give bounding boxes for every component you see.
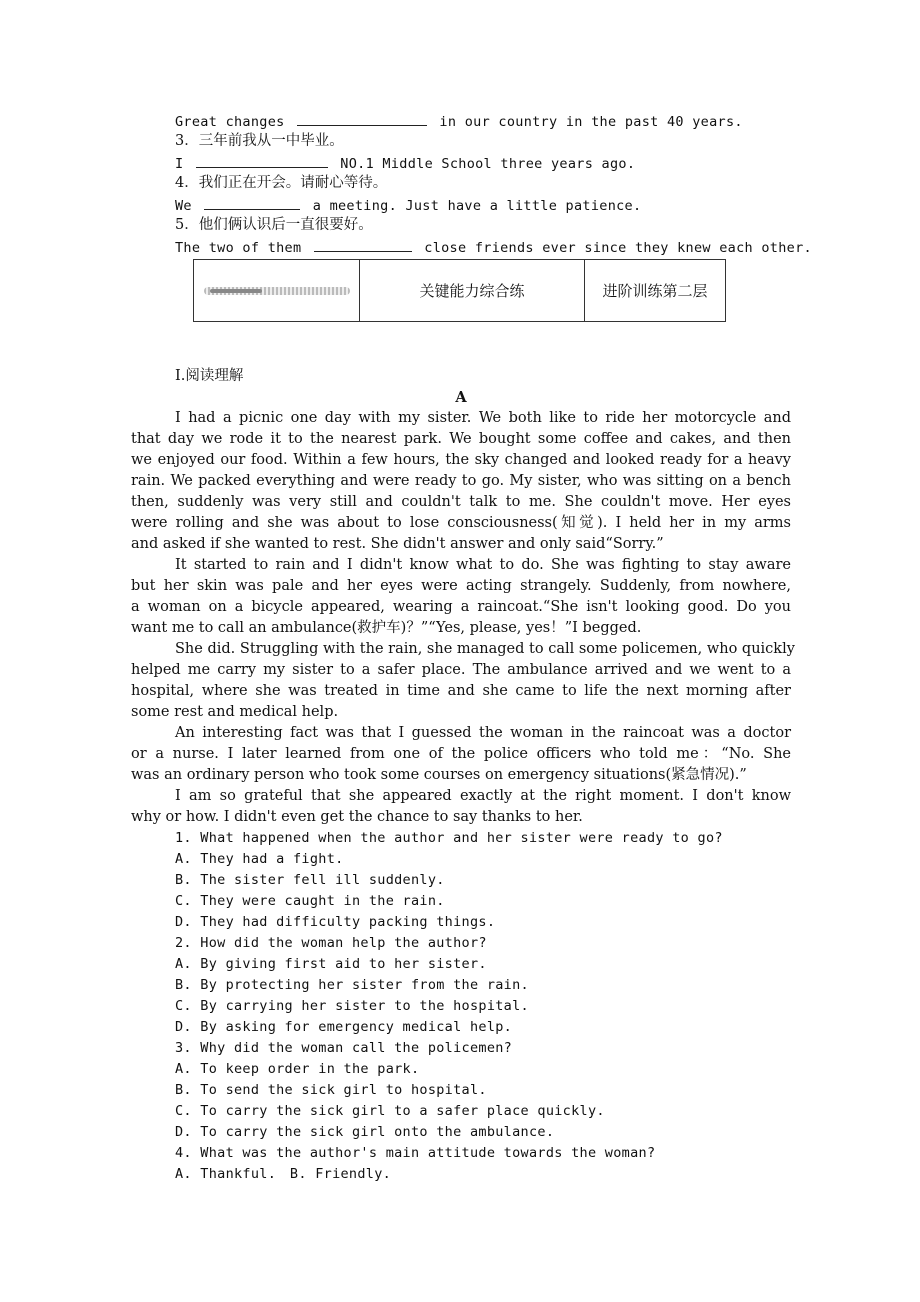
- banner-right: 进阶训练第二层: [602, 282, 708, 300]
- section-banner: [193, 259, 726, 322]
- answer-option[interactable]: A. Thankful. B. Friendly.: [175, 1166, 392, 1182]
- answer-option[interactable]: D. To carry the sick girl onto the ambulance.: [175, 1124, 555, 1140]
- question-stem: 3. Why did the woman call the policemen?: [175, 1040, 513, 1056]
- banner-decoration: [194, 260, 360, 321]
- question-stem: 2. How did the woman help the author?: [175, 935, 487, 951]
- answer-option[interactable]: C. To carry the sick girl to a safer place quickly.: [175, 1103, 605, 1119]
- answer-option[interactable]: A. To keep order in the park.: [175, 1061, 420, 1077]
- question-stem: 1. What happened when the author and her sister were ready to go?: [175, 830, 723, 846]
- fill-sentence-5: The two of them close friends ever since they knew each other.: [175, 236, 791, 257]
- passage-paragraph-3: She did. Struggling with the rain, she managed to call some policemen, who quickly helped me carry my sister to a safer place. The ambulance arrived and we went to a hospital, where she was treated in time and she came to life the next morning after some rest and medical help.: [131, 641, 795, 720]
- fill-sentence-4: We a meeting. Just have a little patience.: [175, 194, 791, 215]
- fill-sentence-2: Great changes in our country in the past 40 years.: [175, 110, 791, 131]
- banner-middle: 关键能力综合练: [360, 260, 585, 321]
- answer-option[interactable]: B. By protecting her sister from the rain.: [175, 977, 529, 993]
- passage-paragraph-5: I am so grateful that she appeared exactly at the right moment. I don't know why or how. I didn't even get the chance to say thanks to her.: [131, 788, 791, 825]
- progress-stripe-icon: [204, 287, 350, 295]
- reading-section: [131, 366, 795, 1185]
- answer-option[interactable]: B. To send the sick girl to hospital.: [175, 1082, 487, 1098]
- passage-label: A: [455, 389, 467, 406]
- passage-paragraph-4: An interesting fact was that I guessed the woman in the raincoat was a doctor or a nurse. I later learned from one of the police officers who told me：“No. She was an ordinary person who took some courses on emergency situations(紧急情况).”: [131, 725, 791, 783]
- answer-option[interactable]: A. By giving first aid to her sister.: [175, 956, 487, 972]
- question-list: [131, 828, 791, 1185]
- answer-option[interactable]: C. They were caught in the rain.: [175, 893, 445, 909]
- answer-option[interactable]: D. By asking for emergency medical help.: [175, 1019, 513, 1035]
- answer-option[interactable]: A. They had a fight.: [175, 851, 344, 867]
- answer-option[interactable]: B. The sister fell ill suddenly.: [175, 872, 445, 888]
- answer-blank[interactable]: [314, 236, 412, 252]
- answer-option[interactable]: D. They had difficulty packing things.: [175, 914, 496, 930]
- prompt-5: 5．他们俩认识后一直很要好。: [175, 217, 373, 233]
- answer-blank[interactable]: [204, 194, 300, 210]
- passage-paragraph-2: It started to rain and I didn't know what to do. She was fighting to stay aware but her skin was pale and her eyes were acting strangely. Suddenly, from nowhere, a woman on a bicycle appeared, wearing a raincoat.“She isn't looking good. Do you want me to call an ambulance(救护车)？”“Yes, please, yes！”I begged.: [131, 557, 791, 636]
- prompt-3: 3．三年前我从一中毕业。: [175, 133, 344, 149]
- answer-blank[interactable]: [196, 152, 328, 168]
- answer-option[interactable]: C. By carrying her sister to the hospital.: [175, 998, 529, 1014]
- fill-sentence-3: I NO.1 Middle School three years ago.: [175, 152, 791, 173]
- answer-blank[interactable]: [297, 110, 427, 126]
- passage-paragraph-1: I had a picnic one day with my sister. We both like to ride her motorcycle and that day we rode it to the nearest park. We bought some coffee and cakes, and then we enjoyed our food. Within a few hours, the sky changed and looked ready for a heavy rain. We packed everything and were ready to go. My sister, who was sitting on a bench then, suddenly was very still and couldn't talk to me. She couldn't move. Her eyes were rolling and she was about to lose consciousness(知觉). I held her in my arms and asked if she wanted to rest. She didn't answer and only said“Sorry.”: [131, 410, 791, 552]
- question-stem: 4. What was the author's main attitude towards the woman?: [175, 1145, 656, 1161]
- section-title: Ⅰ.阅读理解: [175, 368, 244, 384]
- exercise-page: [131, 110, 812, 257]
- prompt-4: 4．我们正在开会。请耐心等待。: [175, 175, 388, 191]
